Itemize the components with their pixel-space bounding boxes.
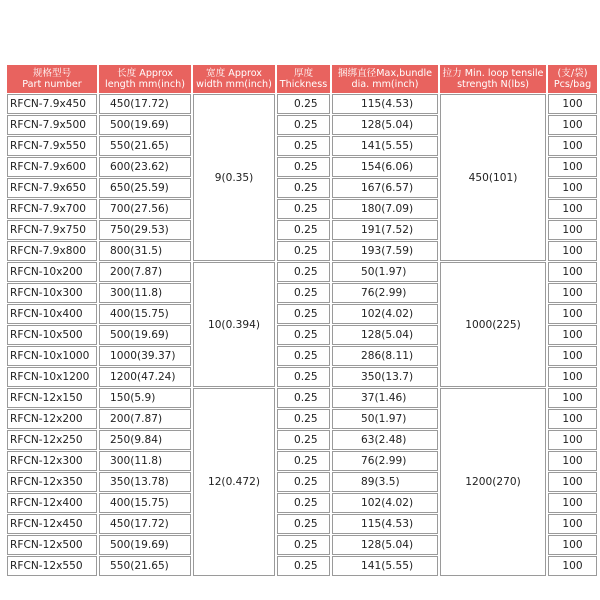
pcs-bag-cell: 100 [548, 493, 597, 513]
thickness-cell: 0.25 [277, 388, 330, 408]
pcs-bag-cell: 100 [548, 283, 597, 303]
thickness-cell: 0.25 [277, 178, 330, 198]
header-en: strength N(lbs) [457, 79, 529, 90]
pcs-bag-cell: 100 [548, 325, 597, 345]
length-cell: 550(21.65) [99, 556, 191, 576]
part-number-cell: RFCN-12x250 [7, 430, 97, 450]
thickness-cell: 0.25 [277, 220, 330, 240]
part-number-cell: RFCN-12x450 [7, 514, 97, 534]
pcs-bag-cell: 100 [548, 451, 597, 471]
thickness-cell: 0.25 [277, 157, 330, 177]
header-bundle-dia [332, 65, 438, 93]
length-cell: 600(23.62) [99, 157, 191, 177]
bundle-dia-cell: 167(6.57) [332, 178, 438, 198]
length-cell: 300(11.8) [99, 451, 191, 471]
tensile-cell: 1200(270) [440, 388, 546, 576]
header-length [99, 65, 191, 93]
header-cn: 规格型号 [32, 68, 72, 79]
part-number-cell: RFCN-7.9x800 [7, 241, 97, 261]
length-cell: 400(15.75) [99, 304, 191, 324]
bundle-dia-cell: 180(7.09) [332, 199, 438, 219]
part-number-cell: RFCN-10x300 [7, 283, 97, 303]
length-cell: 700(27.56) [99, 199, 191, 219]
length-cell: 200(7.87) [99, 262, 191, 282]
bundle-dia-cell: 141(5.55) [332, 556, 438, 576]
length-cell: 800(31.5) [99, 241, 191, 261]
bundle-dia-cell: 350(13.7) [332, 367, 438, 387]
part-number-cell: RFCN-10x400 [7, 304, 97, 324]
pcs-bag-cell: 100 [548, 136, 597, 156]
length-cell: 750(29.53) [99, 220, 191, 240]
pcs-bag-cell: 100 [548, 199, 597, 219]
length-cell: 650(25.59) [99, 178, 191, 198]
length-cell: 550(21.65) [99, 136, 191, 156]
part-number-cell: RFCN-12x400 [7, 493, 97, 513]
width-cell: 12(0.472) [193, 388, 275, 576]
part-number-cell: RFCN-7.9x600 [7, 157, 97, 177]
header-en: Part number [22, 79, 82, 90]
bundle-dia-cell: 115(4.53) [332, 514, 438, 534]
bundle-dia-cell: 50(1.97) [332, 262, 438, 282]
pcs-bag-cell: 100 [548, 409, 597, 429]
header-en: Thickness [279, 79, 328, 90]
part-number-cell: RFCN-7.9x750 [7, 220, 97, 240]
header-part-number [7, 65, 97, 93]
thickness-cell: 0.25 [277, 241, 330, 261]
bundle-dia-cell: 50(1.97) [332, 409, 438, 429]
spec-body [7, 94, 597, 576]
bundle-dia-cell: 154(6.06) [332, 157, 438, 177]
header-cn: 厚度 [293, 68, 314, 79]
pcs-bag-cell: 100 [548, 472, 597, 492]
thickness-cell: 0.25 [277, 304, 330, 324]
thickness-cell: 0.25 [277, 115, 330, 135]
length-cell: 1000(39.37) [99, 346, 191, 366]
thickness-cell: 0.25 [277, 451, 330, 471]
pcs-bag-cell: 100 [548, 535, 597, 555]
header-en: dia. mm(inch) [351, 79, 419, 90]
thickness-cell: 0.25 [277, 493, 330, 513]
tensile-cell: 450(101) [440, 94, 546, 261]
part-number-cell: RFCN-10x1200 [7, 367, 97, 387]
pcs-bag-cell: 100 [548, 367, 597, 387]
bundle-dia-cell: 115(4.53) [332, 94, 438, 114]
thickness-cell: 0.25 [277, 199, 330, 219]
header-cn: 长度 Approx [117, 68, 173, 79]
pcs-bag-cell: 100 [548, 241, 597, 261]
thickness-cell: 0.25 [277, 430, 330, 450]
thickness-cell: 0.25 [277, 262, 330, 282]
part-number-cell: RFCN-7.9x700 [7, 199, 97, 219]
part-number-cell: RFCN-10x500 [7, 325, 97, 345]
pcs-bag-cell: 100 [548, 94, 597, 114]
pcs-bag-cell: 100 [548, 514, 597, 534]
part-number-cell: RFCN-12x500 [7, 535, 97, 555]
pcs-bag-cell: 100 [548, 304, 597, 324]
bundle-dia-cell: 63(2.48) [332, 430, 438, 450]
header-en: width mm(inch) [196, 79, 272, 90]
pcs-bag-cell: 100 [548, 388, 597, 408]
pcs-bag-cell: 100 [548, 430, 597, 450]
part-number-cell: RFCN-12x550 [7, 556, 97, 576]
pcs-bag-cell: 100 [548, 262, 597, 282]
bundle-dia-cell: 128(5.04) [332, 115, 438, 135]
part-number-cell: RFCN-10x1000 [7, 346, 97, 366]
thickness-cell: 0.25 [277, 136, 330, 156]
header-en: length mm(inch) [105, 79, 185, 90]
part-number-cell: RFCN-7.9x450 [7, 94, 97, 114]
header-cn: (支/袋) [557, 68, 588, 79]
bundle-dia-cell: 76(2.99) [332, 283, 438, 303]
bundle-dia-cell: 89(3.5) [332, 472, 438, 492]
bundle-dia-cell: 76(2.99) [332, 451, 438, 471]
table-row [7, 262, 597, 282]
bundle-dia-cell: 37(1.46) [332, 388, 438, 408]
thickness-cell: 0.25 [277, 367, 330, 387]
pcs-bag-cell: 100 [548, 346, 597, 366]
pcs-bag-cell: 100 [548, 220, 597, 240]
header-en: Pcs/bag [553, 79, 592, 90]
length-cell: 1200(47.24) [99, 367, 191, 387]
bundle-dia-cell: 193(7.59) [332, 241, 438, 261]
header-width [193, 65, 275, 93]
part-number-cell: RFCN-12x150 [7, 388, 97, 408]
pcs-bag-cell: 100 [548, 157, 597, 177]
tensile-cell: 1000(225) [440, 262, 546, 387]
thickness-cell: 0.25 [277, 556, 330, 576]
part-number-cell: RFCN-7.9x500 [7, 115, 97, 135]
header-cn: 拉力 Min. loop tensile [442, 68, 544, 79]
bundle-dia-cell: 102(4.02) [332, 304, 438, 324]
thickness-cell: 0.25 [277, 472, 330, 492]
length-cell: 500(19.69) [99, 325, 191, 345]
pcs-bag-cell: 100 [548, 115, 597, 135]
table-row [7, 388, 597, 408]
width-cell: 9(0.35) [193, 94, 275, 261]
header-pcs-bag [548, 65, 597, 93]
spec-table [5, 64, 599, 577]
length-cell: 300(11.8) [99, 283, 191, 303]
length-cell: 500(19.69) [99, 115, 191, 135]
thickness-cell: 0.25 [277, 409, 330, 429]
part-number-cell: RFCN-10x200 [7, 262, 97, 282]
header-cn: 宽度 Approx [206, 68, 262, 79]
length-cell: 450(17.72) [99, 514, 191, 534]
part-number-cell: RFCN-12x300 [7, 451, 97, 471]
thickness-cell: 0.25 [277, 283, 330, 303]
header-tensile [440, 65, 546, 93]
part-number-cell: RFCN-12x200 [7, 409, 97, 429]
length-cell: 250(9.84) [99, 430, 191, 450]
thickness-cell: 0.25 [277, 346, 330, 366]
length-cell: 350(13.78) [99, 472, 191, 492]
length-cell: 500(19.69) [99, 535, 191, 555]
length-cell: 400(15.75) [99, 493, 191, 513]
table-row [7, 94, 597, 114]
bundle-dia-cell: 141(5.55) [332, 136, 438, 156]
width-cell: 10(0.394) [193, 262, 275, 387]
bundle-dia-cell: 128(5.04) [332, 325, 438, 345]
pcs-bag-cell: 100 [548, 556, 597, 576]
header-cn: 捆绑直径Max,bundle [337, 68, 433, 79]
header-row [7, 65, 597, 93]
length-cell: 150(5.9) [99, 388, 191, 408]
thickness-cell: 0.25 [277, 514, 330, 534]
bundle-dia-cell: 286(8.11) [332, 346, 438, 366]
part-number-cell: RFCN-7.9x650 [7, 178, 97, 198]
pcs-bag-cell: 100 [548, 178, 597, 198]
part-number-cell: RFCN-12x350 [7, 472, 97, 492]
thickness-cell: 0.25 [277, 535, 330, 555]
length-cell: 450(17.72) [99, 94, 191, 114]
thickness-cell: 0.25 [277, 325, 330, 345]
bundle-dia-cell: 102(4.02) [332, 493, 438, 513]
thickness-cell: 0.25 [277, 94, 330, 114]
length-cell: 200(7.87) [99, 409, 191, 429]
header-thickness [277, 65, 330, 93]
bundle-dia-cell: 191(7.52) [332, 220, 438, 240]
part-number-cell: RFCN-7.9x550 [7, 136, 97, 156]
bundle-dia-cell: 128(5.04) [332, 535, 438, 555]
